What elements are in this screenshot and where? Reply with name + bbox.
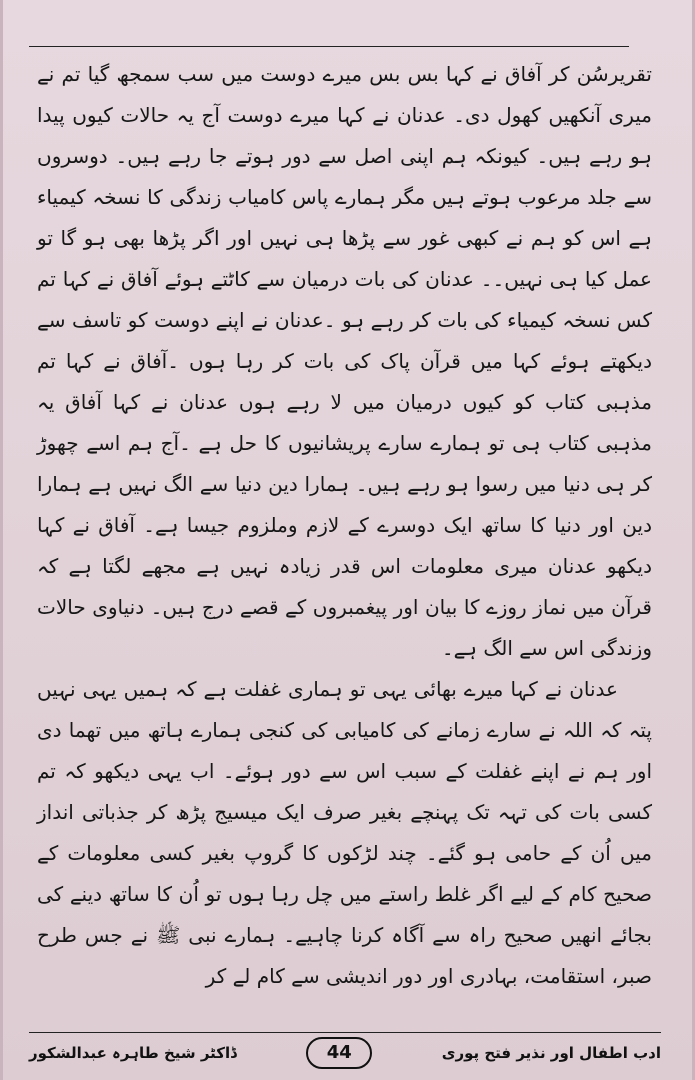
book-title: ادب اطفال اور نذیر فتح پوری — [441, 1044, 661, 1062]
footer-rule — [29, 1032, 661, 1033]
top-rule — [29, 46, 629, 47]
author-name: ڈاکٹر شیخ طاہرہ عبدالشکور — [29, 1044, 237, 1062]
paragraph-1: تقریرسُن کر آفاق نے کہا بس بس میرے دوست میں سب سمجھ گیا تم نے میری آنکھیں کھول دی۔ عدنان نے کہا میرے دوست آج یہ حالات کیوں پیدا ہو رہے ہیں۔ کیونکہ ہم اپنی اصل سے دور ہوتے جا رہے ہیں۔ دوسروں سے جلد مرعوب ہوتے ہیں مگر ہمارے پاس کامیاب زندگی کا نسخہ کیمیاء ہے اس کو ہم نے کبھی غور سے پڑھا ہی نہیں اور اگر پڑھا بھی ہو گا تو عمل کیا ہی نہیں۔۔ عدنان کی بات درمیان سے کاٹتے ہوئے آفاق نے کہا تم کس نسخہ کیمیاء کی بات کر رہے ہو ۔عدنان نے اپنے دوست کو تاسف سے دیکھتے ہوئے کہا میں قرآن پاک کی بات کر رہا ہوں ۔آفاق نے کہا تم مذہبی کتاب کو کیوں درمیان میں لا رہے ہوں عدنان نے کہا آفاق یہ مذہبی کتاب ہی تو ہمارے سارے پریشانیوں کا حل ہے ۔آج ہم اسے چھوڑ کر ہی دنیا میں رسوا ہو رہے ہیں۔ ہمارا دین دنیا سے الگ نہیں ہے ہمارا دین اور دنیا کا ساتھ ایک دوسرے کے لازم وملزوم جیسا ہے۔ آفاق نے کہا دیکھو عدنان میری معلومات اس قدر زیادہ نہیں ہے مجھے لگتا ہے کہ قرآن میں نماز روزے کا بیان اور پیغمبروں کے قصے درج ہیں۔ دنیاوی حالات وزندگی اس سے الگ ہے۔ — [37, 62, 652, 660]
paragraph-2: عدنان نے کہا میرے بھائی یہی تو ہماری غفلت ہے کہ ہمیں یہی نہیں پتہ کہ اللہ نے سارے زمانے کی کامیابی کی کنجی ہمارے ہاتھ میں تھما دی اور ہم نے اپنے غفلت کے سبب اس سے دور ہوئے۔ اب یہی دیکھو کہ تم کسی بات کی تہہ تک پہنچے بغیر صرف ایک میسیج پڑھ کر جذباتی انداز میں اُن کے حامی ہو گئے۔ چند لڑکوں کا گروپ بغیر کسی معلومات کے صحیح کام کے لیے اگر غلط راستے میں چل رہا ہوں تو اُن کا ساتھ دینے کی بجائے انھیں صحیح راہ سے آگاہ کرنا چاہیے۔ ہمارے نبی ﷺ نے جس طرح صبر، استقامت، بہادری اور دور اندیشی سے کام لے کر — [37, 677, 652, 988]
page-number: 44 — [306, 1037, 372, 1069]
page-body — [37, 54, 652, 997]
page-footer — [29, 1034, 661, 1072]
